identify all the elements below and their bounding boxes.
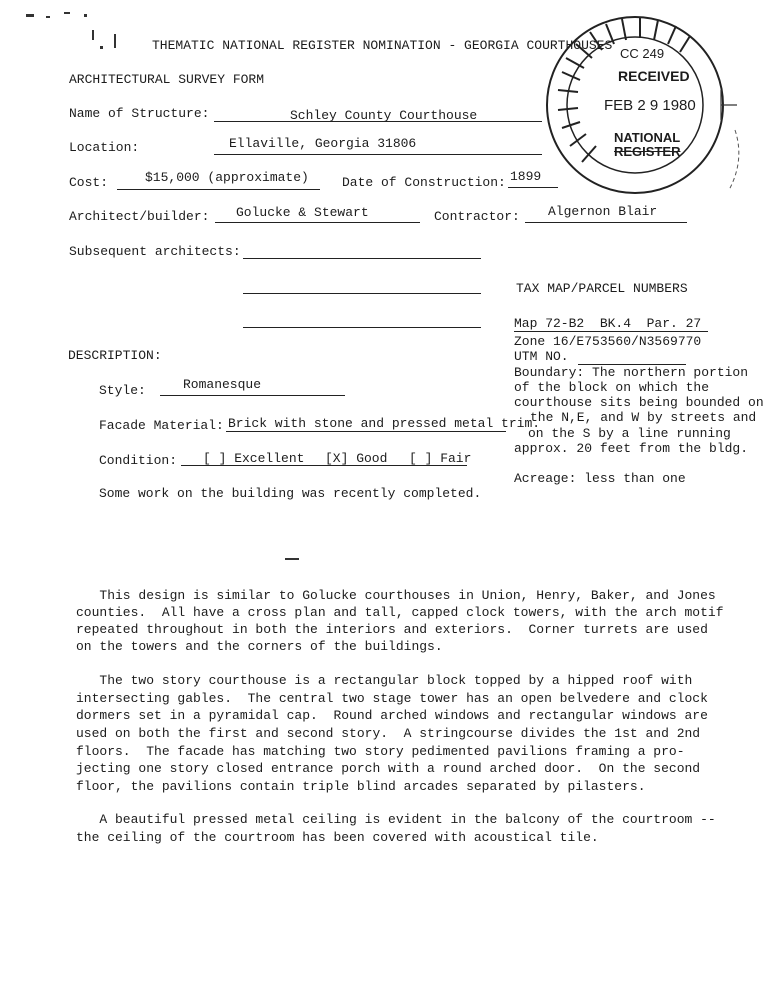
boundary-line: of the block on which the [514,380,710,395]
paragraph-line: dormers set in a pyramidal cap. Round arched windows and rectangular windows are [76,708,708,723]
condition-good: [X] Good [325,451,388,466]
scan-speck [114,34,116,48]
paragraph-line: counties. All have a cross plan and tall, capped clock towers, with the arch motif [76,605,724,620]
style-underline [160,395,345,396]
paragraph-line: used on both the first and second story. A stringcourse divides the 1st and 2nd [76,726,701,741]
paragraph-line: on the towers and the corners of the buildings. [76,639,443,654]
facade-underline [226,431,506,432]
location-underline [214,154,542,155]
scan-speck [285,558,299,560]
tax-map-heading: TAX MAP/PARCEL NUMBERS [516,281,688,296]
architect-label: Architect/builder: [69,209,210,224]
cost-label: Cost: [69,175,109,190]
stamp-cc-number: CC 249 [620,46,665,61]
contractor-value: Algernon Blair [548,204,658,219]
boundary-line: Boundary: The northern portion [514,365,749,380]
name-value: Schley County Courthouse [290,108,478,123]
name-label: Name of Structure: [69,106,210,121]
condition-fair: [ ] Fair [409,451,472,466]
paragraph-line: floors. The facade has matching two story pedimented pavilions framing a pro- [76,744,685,759]
zone-line: Zone 16/E753560/N3569770 [514,334,702,349]
paragraph-line: This design is similar to Golucke courthouses in Union, Henry, Baker, and Jones [76,588,716,603]
date-value: 1899 [510,169,542,184]
stamp-national: NATIONAL [614,130,681,145]
condition-excellent: [ ] Excellent [203,451,305,466]
architect-underline [215,222,420,223]
subsequent-underline-3 [243,327,481,328]
utm-label: UTM NO. [514,349,569,364]
condition-label: Condition: [99,453,178,468]
facade-value: Brick with stone and pressed metal trim. [228,416,541,431]
contractor-label: Contractor: [434,209,520,224]
paragraph-line: the ceiling of the courtroom has been covered with acoustical tile. [76,830,599,845]
paragraph-line: jecting one story closed entrance porch with a round arched door. On the second [76,761,701,776]
paragraph-line: The two story courthouse is a rectangular block topped by a hipped roof with [76,673,693,688]
scan-speck [46,16,50,18]
stamp-register: REGISTER [614,144,681,159]
cost-value: $15,000 (approximate) [145,170,309,185]
subsequent-underline-2 [243,293,481,294]
scan-speck [92,30,94,40]
subsequent-architects-label: Subsequent architects: [69,244,241,259]
paragraph-line: floor, the pavilions contain triple blind arcades separated by pilasters. [76,779,646,794]
style-value: Romanesque [183,377,262,392]
stamp-received: RECEIVED [618,68,690,84]
architect-value: Golucke & Stewart [236,205,369,220]
condition-note: Some work on the building was recently completed. [99,486,482,501]
style-label: Style: [99,383,146,398]
form-name: ARCHITECTURAL SURVEY FORM [69,72,265,87]
date-label: Date of Construction: [342,175,506,190]
description-label: DESCRIPTION: [68,348,162,363]
tax-map-underline [514,331,708,332]
boundary-line: courthouse sits being bounded on [514,395,764,410]
location-value: Ellaville, Georgia 31806 [229,136,417,151]
facade-label: Facade Material: [99,418,224,433]
stamp-date: FEB 2 9 1980 [604,97,696,114]
paragraph-line: intersecting gables. The central two stage tower has an open belvedere and clock [76,691,708,706]
paragraph-line: A beautiful pressed metal ceiling is evident in the balcony of the courtroom -- [76,812,716,827]
scan-speck [100,46,103,49]
boundary-line: approx. 20 feet from the bldg. [514,441,749,456]
date-underline [508,187,558,188]
location-label: Location: [69,140,140,155]
received-stamp [540,10,730,200]
contractor-underline [525,222,687,223]
subsequent-underline-1 [243,258,481,259]
stamp-edge-mark-icon [715,80,755,200]
document-title: THEMATIC NATIONAL REGISTER NOMINATION - GEORGIA COURTHOUSES [152,38,613,53]
scan-speck [64,12,70,14]
acreage-line: Acreage: less than one [514,471,686,486]
boundary-line: on the S by a line running [528,426,731,441]
cost-underline [117,189,320,190]
tax-map-line: Map 72-B2 BK.4 Par. 27 [514,316,702,331]
paragraph-line: repeated throughout in both the interiors and exteriors. Corner turrets are used [76,622,708,637]
scan-speck [84,14,87,17]
scan-speck [26,14,34,17]
boundary-line: the N,E, and W by streets and [530,410,757,425]
